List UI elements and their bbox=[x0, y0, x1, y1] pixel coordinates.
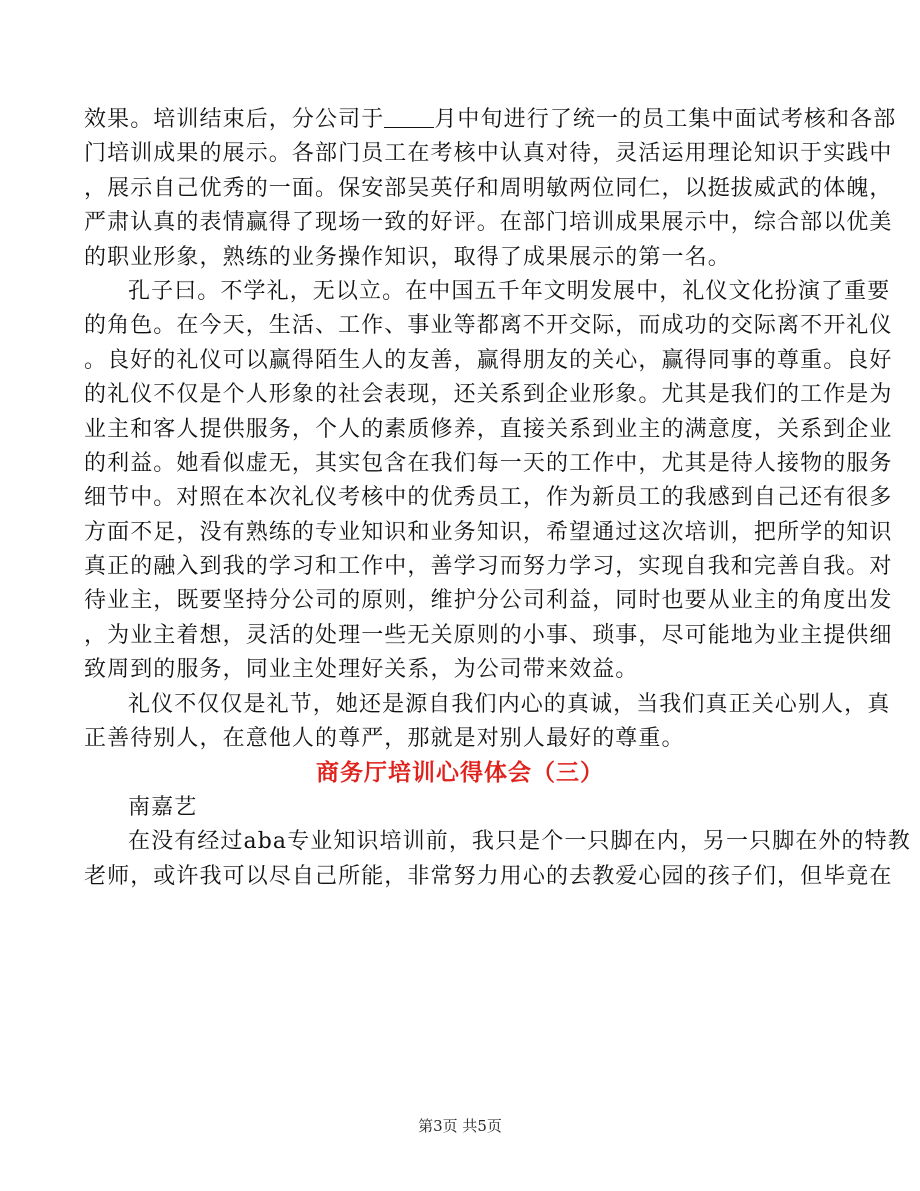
text-line: 礼仪不仅仅是礼节，她还是源自我们内心的真诚，当我们真正关心别人，真 bbox=[128, 691, 891, 717]
text-line: 老师，或许我可以尽自己所能，非常努力用心的去教爱心园的孩子们，但毕竟在 bbox=[84, 863, 893, 889]
author-name: 南嘉艺 bbox=[128, 794, 198, 820]
paragraph-2 bbox=[84, 275, 893, 688]
text-line: 孔子曰。不学礼，无以立。在中国五千年文明发展中，礼仪文化扮演了重要 bbox=[128, 278, 891, 304]
text-line: 真正的融入到我的学习和工作中，善学习而努力学习，实现自我和完善自我。对 bbox=[84, 554, 893, 580]
text-line: 效果。培训结束后，分公司于 月中旬进行了统一的员工集中面试考核和各部 bbox=[84, 107, 897, 132]
document-body bbox=[84, 103, 911, 894]
text-line: 的角色。在今天，生活、工作、事业等都离不开交际，而成功的交际离不开礼仪 bbox=[84, 313, 893, 339]
text-line: ，展示自己优秀的一面。保安部吴英仔和周明敏两位同仁，以挺拔威武的体魄， bbox=[84, 175, 893, 201]
paragraph-3 bbox=[84, 688, 891, 757]
text-line: 致周到的服务，同业主处理好关系，为公司带来效益。 bbox=[84, 657, 639, 683]
text-line: 待业主，既要坚持分公司的原则，维护分公司利益，同时也要从业主的角度出发 bbox=[84, 588, 893, 614]
text-line: 业主和客人提供服务，个人的素质修养，直接关系到业主的满意度，关系到企业 bbox=[84, 416, 893, 442]
text-line: 的职业形象，熟练的业务操作知识，取得了成果展示的第一名。 bbox=[84, 244, 731, 270]
text-line: 方面不足，没有熟练的专业知识和业务知识，希望通过这次培训，把所学的知识 bbox=[84, 519, 893, 545]
page-indicator: 第3页 共5页 bbox=[418, 1117, 502, 1135]
text-line: 的利益。她看似虚无，其实包含在我们每一天的工作中，尤其是待人接物的服务 bbox=[84, 450, 893, 476]
text-line: ，为业主着想，灵活的处理一些无关原则的小事、琐事，尽可能地为业主提供细 bbox=[84, 622, 893, 648]
text-line: 。良好的礼仪可以赢得陌生人的友善，赢得朋友的关心，赢得同事的尊重。良好 bbox=[84, 347, 893, 373]
paragraph-1 bbox=[84, 103, 897, 275]
fill-in-blank bbox=[384, 105, 434, 128]
text-line: 在没有经过aba专业知识培训前，我只是个一只脚在内，另一只脚在外的特教 bbox=[128, 829, 911, 855]
text-line: 严肃认真的表情赢得了现场一致的好评。在部门培训成果展示中，综合部以优美 bbox=[84, 210, 893, 236]
text-line: 正善待别人，在意他人的尊严，那就是对别人最好的尊重。 bbox=[84, 726, 685, 752]
section-title: 商务厅培训心得体会（三） bbox=[316, 759, 604, 787]
text-line: 门培训成果的展示。各部门员工在考核中认真对待，灵活运用理论知识于实践中 bbox=[84, 141, 893, 167]
text-line: 细节中。对照在本次礼仪考核中的优秀员工，作为新员工的我感到自己还有很多 bbox=[84, 485, 893, 511]
text-line: 的礼仪不仅是个人形象的社会表现，还关系到企业形象。尤其是我们的工作是为 bbox=[84, 382, 893, 408]
paragraph-4 bbox=[84, 825, 911, 894]
